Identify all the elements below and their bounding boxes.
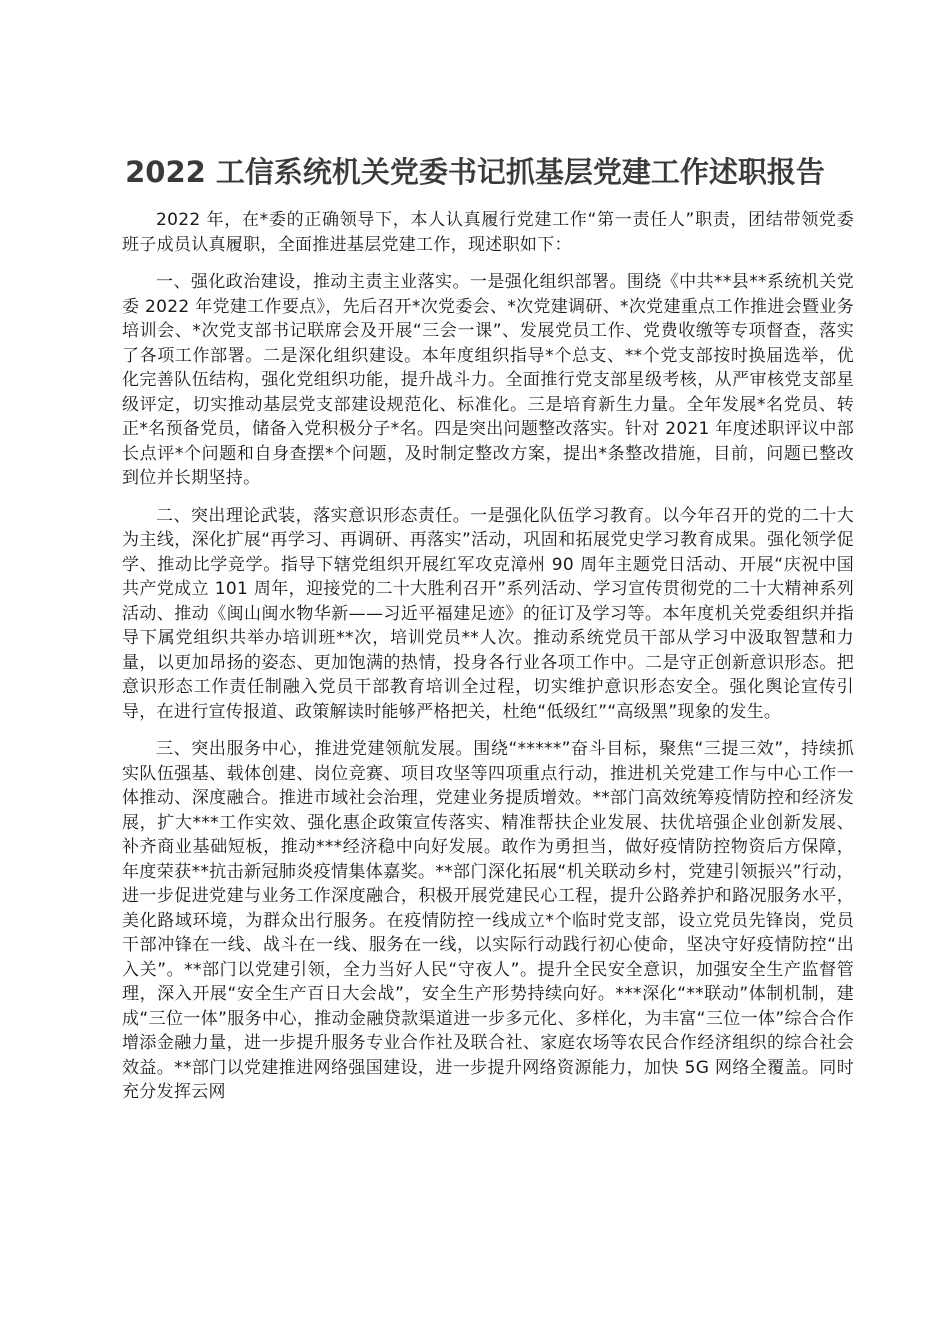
paragraph-intro: 2022 年，在*委的正确领导下，本人认真履行党建工作“第一责任人”职责，团结带领党委班子成员认真履职，全面推进基层党建工作，现述职如下： [122, 210, 854, 255]
paragraph-section-1: 一、强化政治建设，推动主责主业落实。一是强化组织部署。围绕《中共**县**系统机关党委 2022 年党建工作要点》，先后召开*次党委会、*次党建调研、*次党建重点工作推进会暨业务培训会、*次党支部书记联席会及开展“三会一课”、发展党员工作、党费收缴等专项督查，落实了各项工作部署。二是深化组织建设。本年度组织指导*个总支、**个党支部按时换届选举，优化完善队伍结构，强化党组织功能，提升战斗力。全面推行党支部星级考核，从严审核党支部星级评定，切实推动基层党支部建设规范化、标准化。三是培育新生力量。全年发展*名党员、转正*名预备党员，储备入党积极分子*名。四是突出问题整改落实。针对 2021 年度述职评议中部长点评*个问题和自身查摆*个问题，及时制定整改方案，提出*条整改措施，目前，问题已整改到位并长期坚持。 [122, 272, 854, 488]
document-body [122, 208, 854, 1118]
paragraph-section-3: 三、突出服务中心，推进党建领航发展。围绕“*****”奋斗目标，聚焦“三提三效”，持续抓实队伍强基、载体创建、岗位竞赛、项目攻坚等四项重点行动，推进机关党建工作与中心工作一体推动、深度融合。推进市域社会治理，党建业务提质增效。**部门高效统筹疫情防控和经济发展，扩大***工作实效、强化惠企政策宣传落实、精准帮扶企业发展、扶优培强企业创新发展、补齐商业基础短板，推动***经济稳中向好发展。敢作为勇担当，做好疫情防控物资后方保障，年度荣获**抗击新冠肺炎疫情集体嘉奖。**部门深化拓展“机关联动乡村，党建引领振兴”行动，进一步促进党建与业务工作深度融合，积极开展党建民心工程，提升公路养护和路况服务水平，美化路域环境，为群众出行服务。在疫情防控一线成立*个临时党支部，设立党员先锋岗，党员干部冲锋在一线、战斗在一线、服务在一线，以实际行动践行初心使命，坚决守好疫情防控“出入关”。**部门以党建引领，全力当好人民“守夜人”。提升全民安全意识，加强安全生产监督管理，深入开展“安全生产百日大会战”，安全生产形势持续向好。***深化“**联动”体制机制，建成“三位一体”服务中心，推动金融贷款渠道进一步多元化、多样化，为丰富“三位一体”综合合作增添金融力量，进一步提升服务专业合作社及联合社、家庭农场等农民合作经济组织的综合社会效益。**部门以党建推进网络强国建设，进一步提升网络资源能力，加快 5G 网络全覆盖。同时充分发挥云网 [122, 739, 854, 1102]
paragraph-section-2: 二、突出理论武装，落实意识形态责任。一是强化队伍学习教育。以今年召开的党的二十大为主线，深化扩展“再学习、再调研、再落实”活动，巩固和拓展党史学习教育成果。强化领学促学、推动比学竞学。指导下辖党组织开展红军攻克漳州 90 周年主题党日活动、开展“庆祝中国共产党成立 101 周年，迎接党的二十大胜利召开”系列活动、学习宣传贯彻党的二十大精神系列活动、推动《闽山闽水物华新——习近平福建足迹》的征订及学习等。本年度机关党委组织并指导下属党组织共举办培训班**次，培训党员**人次。推动系统党员干部从学习中汲取智慧和力量，以更加昂扬的姿态、更加饱满的热情，投身各行业各项工作中。二是守正创新意识形态。把意识形态工作责任制融入党员干部教育培训全过程，切实维护意识形态安全。强化舆论宣传引导，在进行宣传报道、政策解读时能够严格把关，杜绝“低级红”“高级黑”现象的发生。 [122, 505, 854, 722]
page-title: 2022 工信系统机关党委书记抓基层党建工作述职报告 [125, 155, 825, 189]
